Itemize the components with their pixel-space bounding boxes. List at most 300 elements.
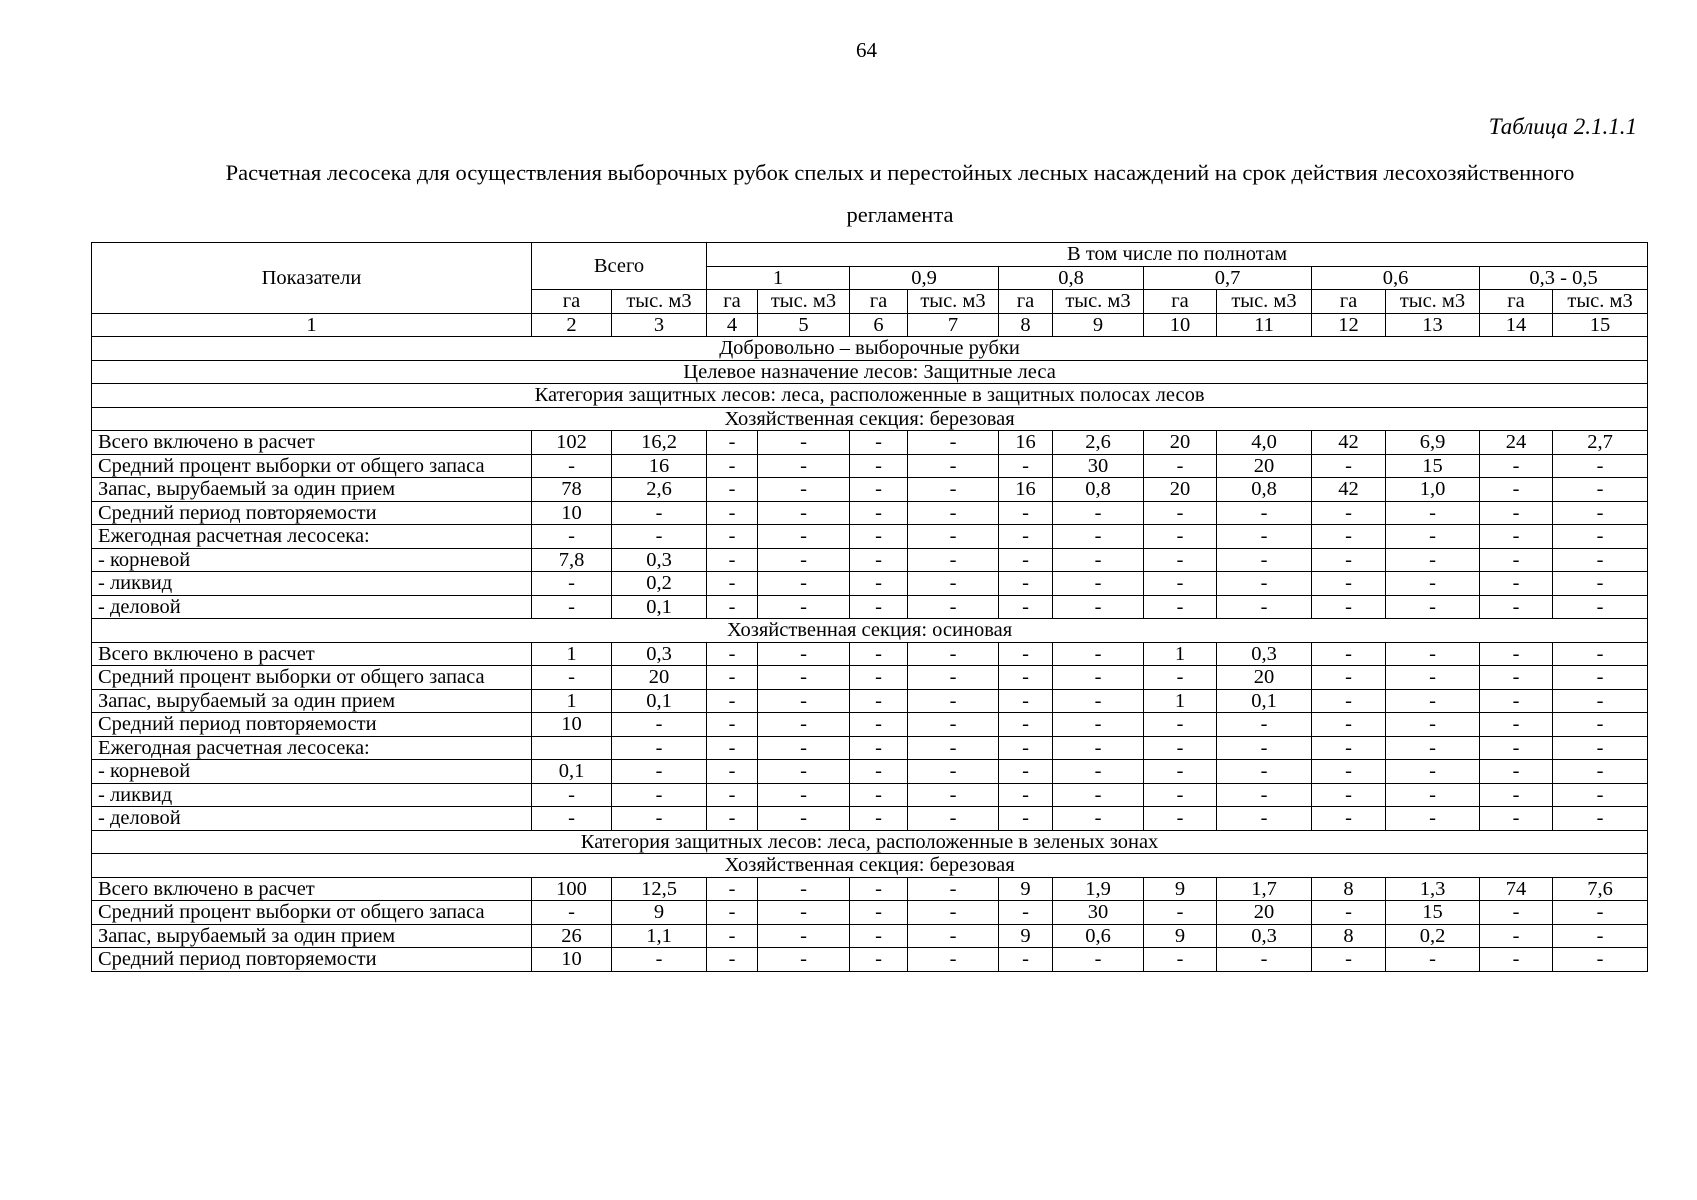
table-cell: 7,6 <box>1553 877 1648 901</box>
table-cell: 9 <box>999 924 1053 948</box>
table-cell: 1,1 <box>612 924 707 948</box>
header-unit-ha: га <box>850 290 908 314</box>
table-cell: - <box>850 454 908 478</box>
table-cell: - <box>1217 713 1312 737</box>
table-cell: - <box>850 642 908 666</box>
table-cell: - <box>1053 760 1144 784</box>
table-cell: - <box>532 666 612 690</box>
table-cell: 20 <box>1217 666 1312 690</box>
table-cell: - <box>908 548 999 572</box>
column-number: 3 <box>612 313 707 337</box>
table-cell: - <box>758 807 850 831</box>
table-cell: - <box>908 713 999 737</box>
table-cell: - <box>1312 572 1386 596</box>
indicator-label: Средний процент выборки от общего запаса <box>92 901 532 925</box>
section-heading: Хозяйственная секция: березовая <box>92 407 1648 431</box>
table-cell: 15 <box>1386 454 1480 478</box>
table-cell: 1,9 <box>1053 877 1144 901</box>
table-cell: 100 <box>532 877 612 901</box>
table-cell: - <box>999 689 1053 713</box>
column-number: 15 <box>1553 313 1648 337</box>
section-heading: Хозяйственная секция: березовая <box>92 854 1648 878</box>
header-unit-m3: тыс. м3 <box>1217 290 1312 314</box>
table-cell: 16 <box>999 431 1053 455</box>
table-cell: - <box>850 901 908 925</box>
table-cell: - <box>1312 501 1386 525</box>
table-row <box>92 924 1648 948</box>
header-density: 0,3 - 0,5 <box>1480 266 1648 290</box>
table-cell: - <box>1312 454 1386 478</box>
table-cell: - <box>1312 525 1386 549</box>
table-cell <box>532 736 612 760</box>
table-cell: - <box>1386 525 1480 549</box>
table-row <box>92 877 1648 901</box>
table-row <box>92 548 1648 572</box>
table-cell: - <box>1053 807 1144 831</box>
table-cell: 9 <box>1144 877 1217 901</box>
table-cell: - <box>850 689 908 713</box>
table-cell: - <box>850 666 908 690</box>
header-unit-m3: тыс. м3 <box>1053 290 1144 314</box>
table-cell: - <box>1386 666 1480 690</box>
table-cell: - <box>1480 901 1553 925</box>
table-cell: - <box>1480 642 1553 666</box>
header-total: Всего <box>532 243 707 290</box>
table-row <box>92 948 1648 972</box>
table-cell: - <box>1480 736 1553 760</box>
table-cell: - <box>707 901 758 925</box>
table-cell: - <box>758 760 850 784</box>
table-cell: - <box>1144 454 1217 478</box>
table-cell: - <box>999 713 1053 737</box>
table-cell: - <box>850 807 908 831</box>
table-cell: 42 <box>1312 478 1386 502</box>
table-cell: - <box>1386 595 1480 619</box>
column-number: 5 <box>758 313 850 337</box>
indicator-label: Ежегодная расчетная лесосека: <box>92 525 532 549</box>
table-cell: - <box>1553 548 1648 572</box>
table-cell: - <box>908 924 999 948</box>
table-cell: - <box>1217 501 1312 525</box>
table-cell: 1,0 <box>1386 478 1480 502</box>
table-cell: - <box>908 948 999 972</box>
table-cell: 16,2 <box>612 431 707 455</box>
table-cell: 0,2 <box>1386 924 1480 948</box>
table-cell: - <box>1144 783 1217 807</box>
table-cell: - <box>1553 689 1648 713</box>
table-cell: - <box>850 525 908 549</box>
table-cell: - <box>850 595 908 619</box>
table-reference: Таблица 2.1.1.1 <box>1488 114 1637 139</box>
indicator-label: Запас, вырубаемый за один прием <box>92 689 532 713</box>
header-density: 0,9 <box>850 266 999 290</box>
table-cell: - <box>1480 666 1553 690</box>
column-number: 13 <box>1386 313 1480 337</box>
table-cell: - <box>758 595 850 619</box>
table-row <box>92 525 1648 549</box>
table-cell: - <box>758 525 850 549</box>
table-cell: - <box>850 783 908 807</box>
table-cell: - <box>1144 948 1217 972</box>
column-number: 6 <box>850 313 908 337</box>
table-cell: - <box>758 901 850 925</box>
table-cell: - <box>707 548 758 572</box>
table-row <box>92 478 1648 502</box>
table-cell: 6,9 <box>1386 431 1480 455</box>
table-cell: - <box>1553 572 1648 596</box>
column-number: 2 <box>532 313 612 337</box>
section-heading: Добровольно – выборочные рубки <box>92 337 1648 361</box>
table-cell: - <box>1480 595 1553 619</box>
table-cell: - <box>1553 595 1648 619</box>
table-cell: - <box>707 713 758 737</box>
table-cell: - <box>758 431 850 455</box>
table-cell: - <box>850 431 908 455</box>
table-cell: - <box>850 501 908 525</box>
table-cell: - <box>999 736 1053 760</box>
table-cell: - <box>1312 736 1386 760</box>
table-cell: - <box>1553 642 1648 666</box>
table-cell: 9 <box>612 901 707 925</box>
indicator-label: Средний период повторяемости <box>92 948 532 972</box>
table-cell: 0,3 <box>1217 642 1312 666</box>
table-cell: - <box>1386 783 1480 807</box>
table-cell: - <box>707 877 758 901</box>
indicator-label: - корневой <box>92 760 532 784</box>
table-cell: 16 <box>999 478 1053 502</box>
table-cell: - <box>999 525 1053 549</box>
table-cell: - <box>758 689 850 713</box>
table-cell: - <box>1386 501 1480 525</box>
table-cell: - <box>1144 736 1217 760</box>
column-number: 4 <box>707 313 758 337</box>
table-title-line-2: регламента <box>846 202 954 227</box>
table-cell: - <box>1217 736 1312 760</box>
table-cell: - <box>707 760 758 784</box>
table-cell: - <box>1553 901 1648 925</box>
indicator-label: Средний процент выборки от общего запаса <box>92 454 532 478</box>
column-number: 14 <box>1480 313 1553 337</box>
table-cell: - <box>1386 948 1480 972</box>
table-cell: - <box>850 548 908 572</box>
header-density: 0,7 <box>1144 266 1312 290</box>
table-cell: - <box>707 736 758 760</box>
table-cell: - <box>1386 807 1480 831</box>
table-cell: - <box>1053 501 1144 525</box>
table-cell: - <box>908 642 999 666</box>
table-cell: 0,3 <box>1217 924 1312 948</box>
section-row <box>92 830 1648 854</box>
header-unit-m3: тыс. м3 <box>908 290 999 314</box>
table-cell: - <box>1312 783 1386 807</box>
column-number: 1 <box>92 313 532 337</box>
table-cell: - <box>1480 689 1553 713</box>
table-cell: - <box>707 948 758 972</box>
table-cell: - <box>1217 760 1312 784</box>
table-cell: - <box>908 431 999 455</box>
forest-felling-table <box>91 242 1648 972</box>
indicator-label: - ликвид <box>92 572 532 596</box>
indicator-label: Всего включено в расчет <box>92 431 532 455</box>
table-cell: - <box>758 572 850 596</box>
table-row <box>92 572 1648 596</box>
table-row <box>92 454 1648 478</box>
table-cell: - <box>999 783 1053 807</box>
table-cell: - <box>1480 783 1553 807</box>
table-cell: - <box>1553 736 1648 760</box>
table-cell: - <box>999 548 1053 572</box>
header-density: 0,6 <box>1312 266 1480 290</box>
table-cell: - <box>1553 783 1648 807</box>
table-cell: - <box>758 501 850 525</box>
table-cell: 10 <box>532 501 612 525</box>
table-cell: - <box>612 807 707 831</box>
table-cell: 20 <box>1144 431 1217 455</box>
table-cell: - <box>1144 525 1217 549</box>
table-cell: - <box>707 783 758 807</box>
section-row <box>92 384 1648 408</box>
table-row <box>92 760 1648 784</box>
table-cell: 30 <box>1053 901 1144 925</box>
table-cell: - <box>999 948 1053 972</box>
section-row <box>92 337 1648 361</box>
header-density: 0,8 <box>999 266 1144 290</box>
table-cell: - <box>1553 924 1648 948</box>
table-cell: 0,1 <box>1217 689 1312 713</box>
column-number: 9 <box>1053 313 1144 337</box>
table-cell: - <box>1480 807 1553 831</box>
table-cell: - <box>707 807 758 831</box>
table-cell: - <box>1386 760 1480 784</box>
table-cell: - <box>612 760 707 784</box>
table-cell: - <box>850 760 908 784</box>
table-cell: - <box>1312 713 1386 737</box>
table-cell: - <box>1053 595 1144 619</box>
table-cell: - <box>908 595 999 619</box>
table-cell: 1 <box>532 642 612 666</box>
section-heading: Хозяйственная секция: осиновая <box>92 619 1648 643</box>
table-cell: - <box>1553 454 1648 478</box>
table-cell: - <box>1053 689 1144 713</box>
table-cell: - <box>999 760 1053 784</box>
table-cell: - <box>908 783 999 807</box>
table-cell: - <box>1312 666 1386 690</box>
table-cell: - <box>1553 948 1648 972</box>
indicator-label: - ликвид <box>92 783 532 807</box>
table-cell: 9 <box>1144 924 1217 948</box>
column-number: 12 <box>1312 313 1386 337</box>
table-cell: 9 <box>999 877 1053 901</box>
table-cell: - <box>1386 548 1480 572</box>
table-cell: - <box>1480 924 1553 948</box>
table-cell: - <box>707 689 758 713</box>
table-cell: - <box>1053 666 1144 690</box>
table-cell: - <box>707 924 758 948</box>
table-cell: - <box>999 666 1053 690</box>
table-cell: 0,1 <box>612 689 707 713</box>
table-title-line-1: Расчетная лесосека для осуществления выборочных рубок спелых и перестойных лесных насаждений на срок действия лесохозяйственного <box>225 160 1575 185</box>
table-cell: - <box>908 689 999 713</box>
table-cell: - <box>758 736 850 760</box>
table-cell: 0,3 <box>612 548 707 572</box>
table-cell: - <box>999 595 1053 619</box>
table-cell: - <box>1386 689 1480 713</box>
table-cell: - <box>999 454 1053 478</box>
header-unit-ha: га <box>532 290 612 314</box>
table-cell: - <box>1144 548 1217 572</box>
table-cell: - <box>1553 478 1648 502</box>
table-cell: - <box>532 783 612 807</box>
table-cell: - <box>1312 689 1386 713</box>
table-cell: - <box>612 501 707 525</box>
table-cell: - <box>1480 948 1553 972</box>
table-cell: 26 <box>532 924 612 948</box>
table-cell: - <box>1480 713 1553 737</box>
table-cell: - <box>1312 642 1386 666</box>
indicator-label: - деловой <box>92 595 532 619</box>
table-cell: - <box>850 736 908 760</box>
table-cell: - <box>850 713 908 737</box>
table-cell: 8 <box>1312 877 1386 901</box>
table-cell: - <box>1053 642 1144 666</box>
table-header <box>92 243 1648 337</box>
table-cell: 0,8 <box>1217 478 1312 502</box>
header-density: 1 <box>707 266 850 290</box>
table-cell: - <box>1553 807 1648 831</box>
table-title <box>160 152 1640 236</box>
table-cell: - <box>1386 736 1480 760</box>
table-row <box>92 901 1648 925</box>
table-cell: 1 <box>1144 689 1217 713</box>
table-cell: 102 <box>532 431 612 455</box>
table-cell: - <box>532 454 612 478</box>
table-cell: - <box>1553 713 1648 737</box>
table-cell: 1 <box>532 689 612 713</box>
column-number: 11 <box>1217 313 1312 337</box>
table-cell: 20 <box>1217 454 1312 478</box>
table-cell: - <box>1053 548 1144 572</box>
table-cell: - <box>532 525 612 549</box>
section-heading: Целевое назначение лесов: Защитные леса <box>92 360 1648 384</box>
section-row <box>92 407 1648 431</box>
table-cell: - <box>1553 501 1648 525</box>
table-cell: - <box>707 478 758 502</box>
table-cell: - <box>1217 783 1312 807</box>
table-cell: - <box>612 948 707 972</box>
table-cell: - <box>1480 501 1553 525</box>
table-row <box>92 713 1648 737</box>
indicator-label: - корневой <box>92 548 532 572</box>
column-number: 7 <box>908 313 999 337</box>
table-cell: - <box>1480 478 1553 502</box>
table-cell: - <box>999 807 1053 831</box>
table-cell: 42 <box>1312 431 1386 455</box>
table-cell: 24 <box>1480 431 1553 455</box>
header-unit-m3: тыс. м3 <box>612 290 707 314</box>
table-cell: 12,5 <box>612 877 707 901</box>
table-cell: - <box>908 901 999 925</box>
section-row <box>92 619 1648 643</box>
table-cell: 1,3 <box>1386 877 1480 901</box>
table-cell: - <box>707 501 758 525</box>
table-cell: - <box>1553 666 1648 690</box>
table-cell: - <box>532 807 612 831</box>
table-cell: 0,8 <box>1053 478 1144 502</box>
table-cell: 0,3 <box>612 642 707 666</box>
table-cell: - <box>1312 595 1386 619</box>
table-cell: 74 <box>1480 877 1553 901</box>
indicator-label: Ежегодная расчетная лесосека: <box>92 736 532 760</box>
table-cell: 78 <box>532 478 612 502</box>
table-cell: - <box>707 666 758 690</box>
header-unit-ha: га <box>1480 290 1553 314</box>
table-cell: - <box>707 572 758 596</box>
column-number: 10 <box>1144 313 1217 337</box>
table-cell: - <box>612 525 707 549</box>
table-cell: - <box>1144 807 1217 831</box>
section-heading: Категория защитных лесов: леса, расположенные в защитных полосах лесов <box>92 384 1648 408</box>
section-row <box>92 360 1648 384</box>
indicator-label: Средний процент выборки от общего запаса <box>92 666 532 690</box>
table-cell: - <box>908 454 999 478</box>
table-cell: - <box>850 572 908 596</box>
table-cell: - <box>1217 548 1312 572</box>
table-cell: 0,2 <box>612 572 707 596</box>
table-cell: - <box>908 478 999 502</box>
table-cell: - <box>850 478 908 502</box>
table-cell: - <box>908 877 999 901</box>
table-cell: - <box>1480 548 1553 572</box>
section-row <box>92 854 1648 878</box>
table-cell: - <box>758 642 850 666</box>
table-cell: - <box>1144 666 1217 690</box>
column-number-row <box>92 313 1648 337</box>
table-row <box>92 666 1648 690</box>
table-cell: 0,1 <box>532 760 612 784</box>
indicator-label: Средний период повторяемости <box>92 501 532 525</box>
table-cell: - <box>707 454 758 478</box>
table-cell: - <box>1144 760 1217 784</box>
table-cell: - <box>1312 807 1386 831</box>
table-cell: - <box>1386 572 1480 596</box>
table-cell: - <box>707 431 758 455</box>
table-cell: - <box>908 572 999 596</box>
table-cell: - <box>758 713 850 737</box>
table-cell: - <box>1217 525 1312 549</box>
table-cell: - <box>850 924 908 948</box>
table-cell: - <box>999 501 1053 525</box>
table-cell: - <box>1053 948 1144 972</box>
table-cell: - <box>707 642 758 666</box>
table-cell: - <box>758 548 850 572</box>
table-cell: - <box>532 572 612 596</box>
table-row <box>92 807 1648 831</box>
header-unit-ha: га <box>1144 290 1217 314</box>
table-row <box>92 736 1648 760</box>
table-cell: - <box>1312 948 1386 972</box>
table-cell: - <box>612 736 707 760</box>
table-cell: - <box>532 595 612 619</box>
page-number: 64 <box>856 38 877 62</box>
table-cell: 2,6 <box>612 478 707 502</box>
table-cell: - <box>1553 760 1648 784</box>
table-cell: - <box>908 736 999 760</box>
table-cell: - <box>1217 595 1312 619</box>
table-cell: 4,0 <box>1217 431 1312 455</box>
table-cell: - <box>1217 807 1312 831</box>
table-cell: 1 <box>1144 642 1217 666</box>
table-cell: - <box>1053 572 1144 596</box>
